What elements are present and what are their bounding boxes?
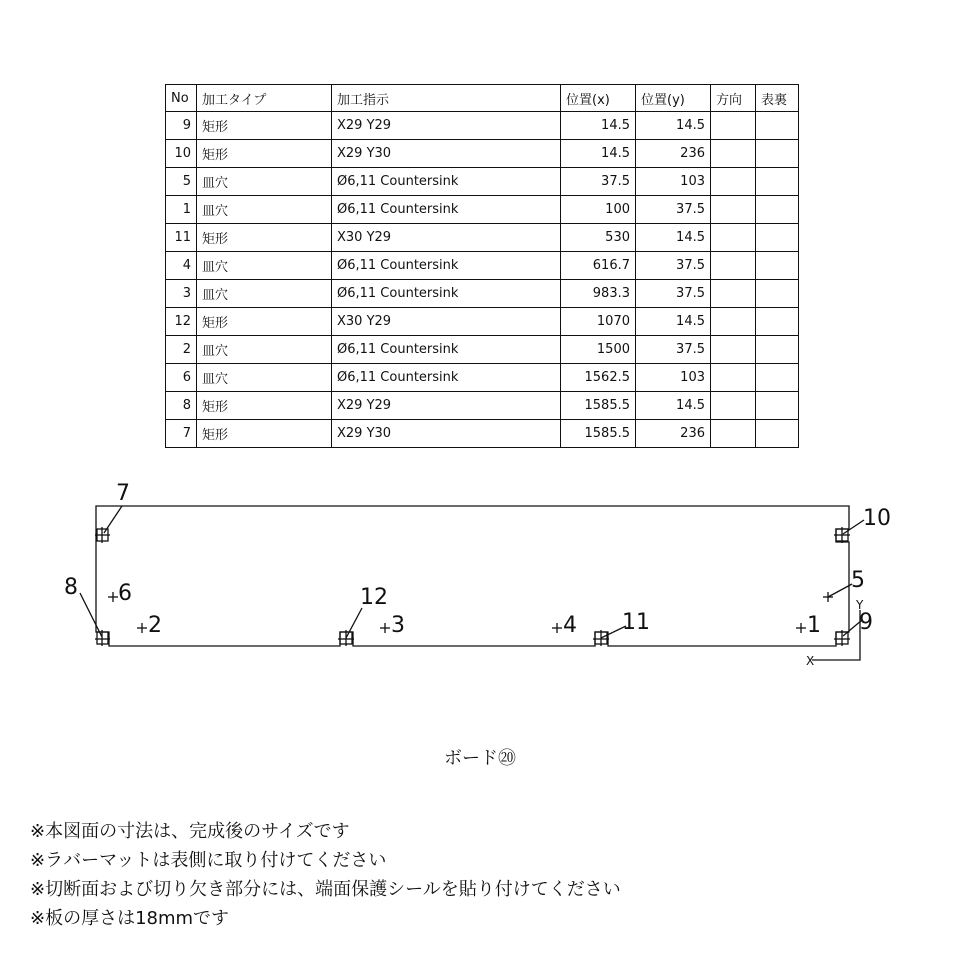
leader-7 — [104, 506, 122, 533]
table-cell-instr: X30 Y29 — [332, 308, 561, 336]
table-cell-instr: Ø6,11 Countersink — [332, 364, 561, 392]
table-cell-type: 矩形 — [197, 392, 332, 420]
table-cell-instr: Ø6,11 Countersink — [332, 336, 561, 364]
table-cell-y: 14.5 — [636, 112, 711, 140]
table-cell-y: 236 — [636, 140, 711, 168]
header-no: No — [166, 85, 197, 112]
leader-8 — [80, 593, 102, 637]
note-line: ※切断面および切り欠き部分には、端面保護シールを貼り付けてください — [30, 879, 621, 900]
board-outline — [96, 506, 849, 646]
table-cell-type: 矩形 — [197, 420, 332, 448]
header-side: 表裏 — [756, 85, 799, 112]
table-cell-type: 皿穴 — [197, 252, 332, 280]
table-cell-y: 103 — [636, 364, 711, 392]
table-cell-type: 矩形 — [197, 140, 332, 168]
table-cell-no: 1 — [166, 196, 197, 224]
table-cell-no: 10 — [166, 140, 197, 168]
table-cell-x: 14.5 — [561, 140, 636, 168]
table-cell-type: 皿穴 — [197, 280, 332, 308]
table-cell-no: 11 — [166, 224, 197, 252]
table-cell-type: 皿穴 — [197, 168, 332, 196]
label-10: 10 — [863, 506, 891, 531]
table-cell-no: 4 — [166, 252, 197, 280]
header-pos-x: 位置(x) — [561, 85, 636, 112]
table-cell-y: 37.5 — [636, 252, 711, 280]
table-cell-y: 14.5 — [636, 392, 711, 420]
label-9: 9 — [859, 610, 873, 635]
table-cell-no: 12 — [166, 308, 197, 336]
cut-marker-10 — [834, 527, 850, 543]
table-cell-instr: Ø6,11 Countersink — [332, 168, 561, 196]
notes — [30, 817, 621, 933]
table-cell-no: 8 — [166, 392, 197, 420]
label-11: 11 — [622, 610, 650, 635]
note-line: ※本図面の寸法は、完成後のサイズです — [30, 821, 350, 842]
header-type: 加工タイプ — [197, 85, 332, 112]
table-cell-type: 矩形 — [197, 224, 332, 252]
table-cell-x: 1070 — [561, 308, 636, 336]
table-cell-x: 530 — [561, 224, 636, 252]
hole-3 — [380, 623, 390, 633]
table-cell-no: 7 — [166, 420, 197, 448]
label-12: 12 — [360, 585, 388, 610]
table-cell-y: 37.5 — [636, 280, 711, 308]
table-cell-instr: X29 Y30 — [332, 140, 561, 168]
table-cell-y: 103 — [636, 168, 711, 196]
table-cell-instr: X29 Y30 — [332, 420, 561, 448]
label-2: 2 — [148, 613, 162, 638]
table-cell-y: 236 — [636, 420, 711, 448]
table-cell-type: 皿穴 — [197, 196, 332, 224]
label-1: 1 — [807, 613, 821, 638]
table-cell-type: 皿穴 — [197, 364, 332, 392]
label-4: 4 — [563, 613, 577, 638]
cut-marker-8 — [95, 630, 110, 646]
table-cell-instr: X29 Y29 — [332, 112, 561, 140]
drawing-caption: ボード⑳ — [444, 748, 516, 769]
label-8: 8 — [64, 575, 78, 600]
table-cell-x: 14.5 — [561, 112, 636, 140]
header-instruction: 加工指示 — [332, 85, 561, 112]
table-cell-instr: Ø6,11 Countersink — [332, 196, 561, 224]
note-line: ※板の厚さは18mmです — [30, 908, 230, 929]
hole-2 — [137, 623, 147, 633]
table-cell-type: 矩形 — [197, 308, 332, 336]
leader-10 — [843, 520, 864, 534]
axis-x-label: X — [806, 654, 815, 668]
table-cell-x: 100 — [561, 196, 636, 224]
axis-y-label: Y — [856, 598, 864, 612]
hole-1 — [796, 623, 806, 633]
label-5: 5 — [851, 568, 865, 593]
table-cell-instr: X30 Y29 — [332, 224, 561, 252]
table-cell-type: 皿穴 — [197, 336, 332, 364]
table-cell-x: 1562.5 — [561, 364, 636, 392]
table-cell-y: 14.5 — [636, 224, 711, 252]
label-7: 7 — [116, 481, 130, 506]
table-cell-no: 6 — [166, 364, 197, 392]
label-6: 6 — [118, 581, 132, 606]
leader-12 — [346, 608, 362, 638]
table-cell-y: 37.5 — [636, 336, 711, 364]
hole-4 — [552, 623, 562, 633]
header-pos-y: 位置(y) — [636, 85, 711, 112]
cut-marker-7 — [95, 527, 110, 543]
label-3: 3 — [391, 613, 405, 638]
table-cell-x: 1585.5 — [561, 420, 636, 448]
table-cell-x: 616.7 — [561, 252, 636, 280]
table-cell-y: 14.5 — [636, 308, 711, 336]
table-cell-instr: Ø6,11 Countersink — [332, 252, 561, 280]
table-cell-no: 9 — [166, 112, 197, 140]
table-cell-x: 1585.5 — [561, 392, 636, 420]
table-cell-type: 矩形 — [197, 112, 332, 140]
table-cell-no: 3 — [166, 280, 197, 308]
hole-6 — [108, 592, 118, 602]
table-cell-x: 983.3 — [561, 280, 636, 308]
table-cell-no: 2 — [166, 336, 197, 364]
table-cell-x: 37.5 — [561, 168, 636, 196]
note-line: ※ラバーマットは表側に取り付けてください — [30, 850, 387, 871]
table-cell-x: 1500 — [561, 336, 636, 364]
table-cell-instr: X29 Y29 — [332, 392, 561, 420]
table-cell-y: 37.5 — [636, 196, 711, 224]
table-cell-instr: Ø6,11 Countersink — [332, 280, 561, 308]
header-direction: 方向 — [711, 85, 756, 112]
table-cell-no: 5 — [166, 168, 197, 196]
